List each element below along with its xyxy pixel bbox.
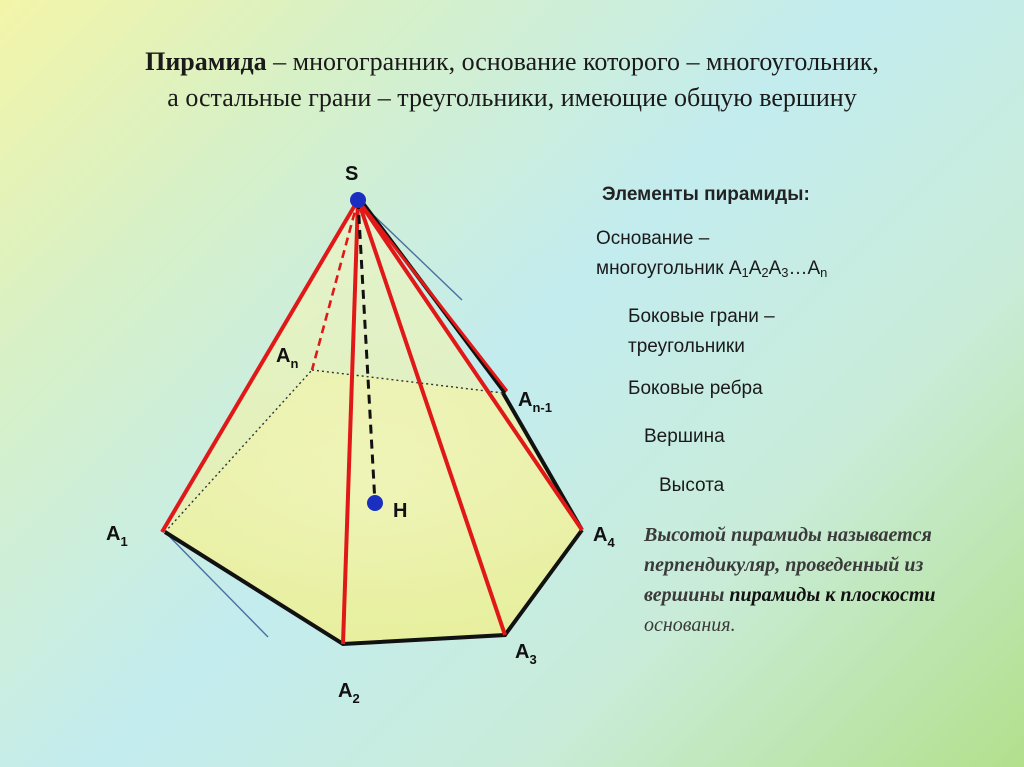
element-apex: Вершина <box>644 426 725 447</box>
label-a2-sub: 2 <box>352 691 360 706</box>
label-an-1-base: A <box>518 389 533 411</box>
label-a4-base: A <box>593 524 608 546</box>
label-a1 <box>106 523 128 549</box>
label-an-1-sub: n-1 <box>532 400 552 415</box>
element-base-line-1: Основание – <box>596 228 710 249</box>
label-a4 <box>593 524 615 550</box>
label-an-sub: n <box>290 356 299 371</box>
label-h: H <box>393 500 408 522</box>
element-faces <box>628 302 775 362</box>
definition-part-3: основания. <box>644 614 736 636</box>
element-height: Высота <box>659 475 725 496</box>
title-term: Пирамида <box>145 47 267 76</box>
element-base-line-2 <box>596 254 827 288</box>
label-a4-sub: 4 <box>607 535 615 550</box>
label-a1-base: A <box>106 523 121 545</box>
elements-heading: Элементы пирамиды: <box>602 184 810 205</box>
base-seq-a: A <box>748 258 762 279</box>
label-an-1 <box>518 389 552 415</box>
definition-part-2: пирамиды к плоскости <box>729 584 936 606</box>
base-seq-sub-3: 3 <box>781 265 789 281</box>
label-a1-sub: 1 <box>120 534 128 549</box>
element-edges: Боковые ребра <box>628 378 763 399</box>
element-faces-line-1: Боковые грани – <box>628 306 775 327</box>
base-seq-sub-n: n <box>820 265 828 281</box>
base-seq-ellipsis-a: …A <box>788 258 821 279</box>
label-a2 <box>338 680 360 706</box>
label-an-base: A <box>276 345 291 367</box>
label-a3-sub: 3 <box>529 652 537 667</box>
element-faces-line-2: треугольники <box>628 336 745 357</box>
definition-part-1: Высотой пирамиды называется перпендикуляр, проведенный из вершины <box>644 524 932 606</box>
base-seq-sub-1: 1 <box>741 265 749 281</box>
label-s: S <box>345 163 359 185</box>
base-seq-a: A <box>768 258 782 279</box>
base-seq-a: A <box>728 258 742 279</box>
height-definition <box>644 520 974 640</box>
foot-point-h <box>367 495 383 511</box>
label-a3-base: A <box>515 641 530 663</box>
apex-point-s <box>350 192 366 208</box>
title-line-2: а остальные грани – треугольники, имеющие общую вершину <box>167 83 857 112</box>
label-a2-base: A <box>338 680 353 702</box>
side-face-a1-a2 <box>165 200 358 644</box>
label-a3 <box>515 641 537 667</box>
title-line-1-rest: – многогранник, основание которого – многоугольник, <box>266 47 879 76</box>
element-base <box>596 224 827 288</box>
element-base-prefix: многоугольник <box>596 258 729 279</box>
base-seq-sub-2: 2 <box>761 265 769 281</box>
